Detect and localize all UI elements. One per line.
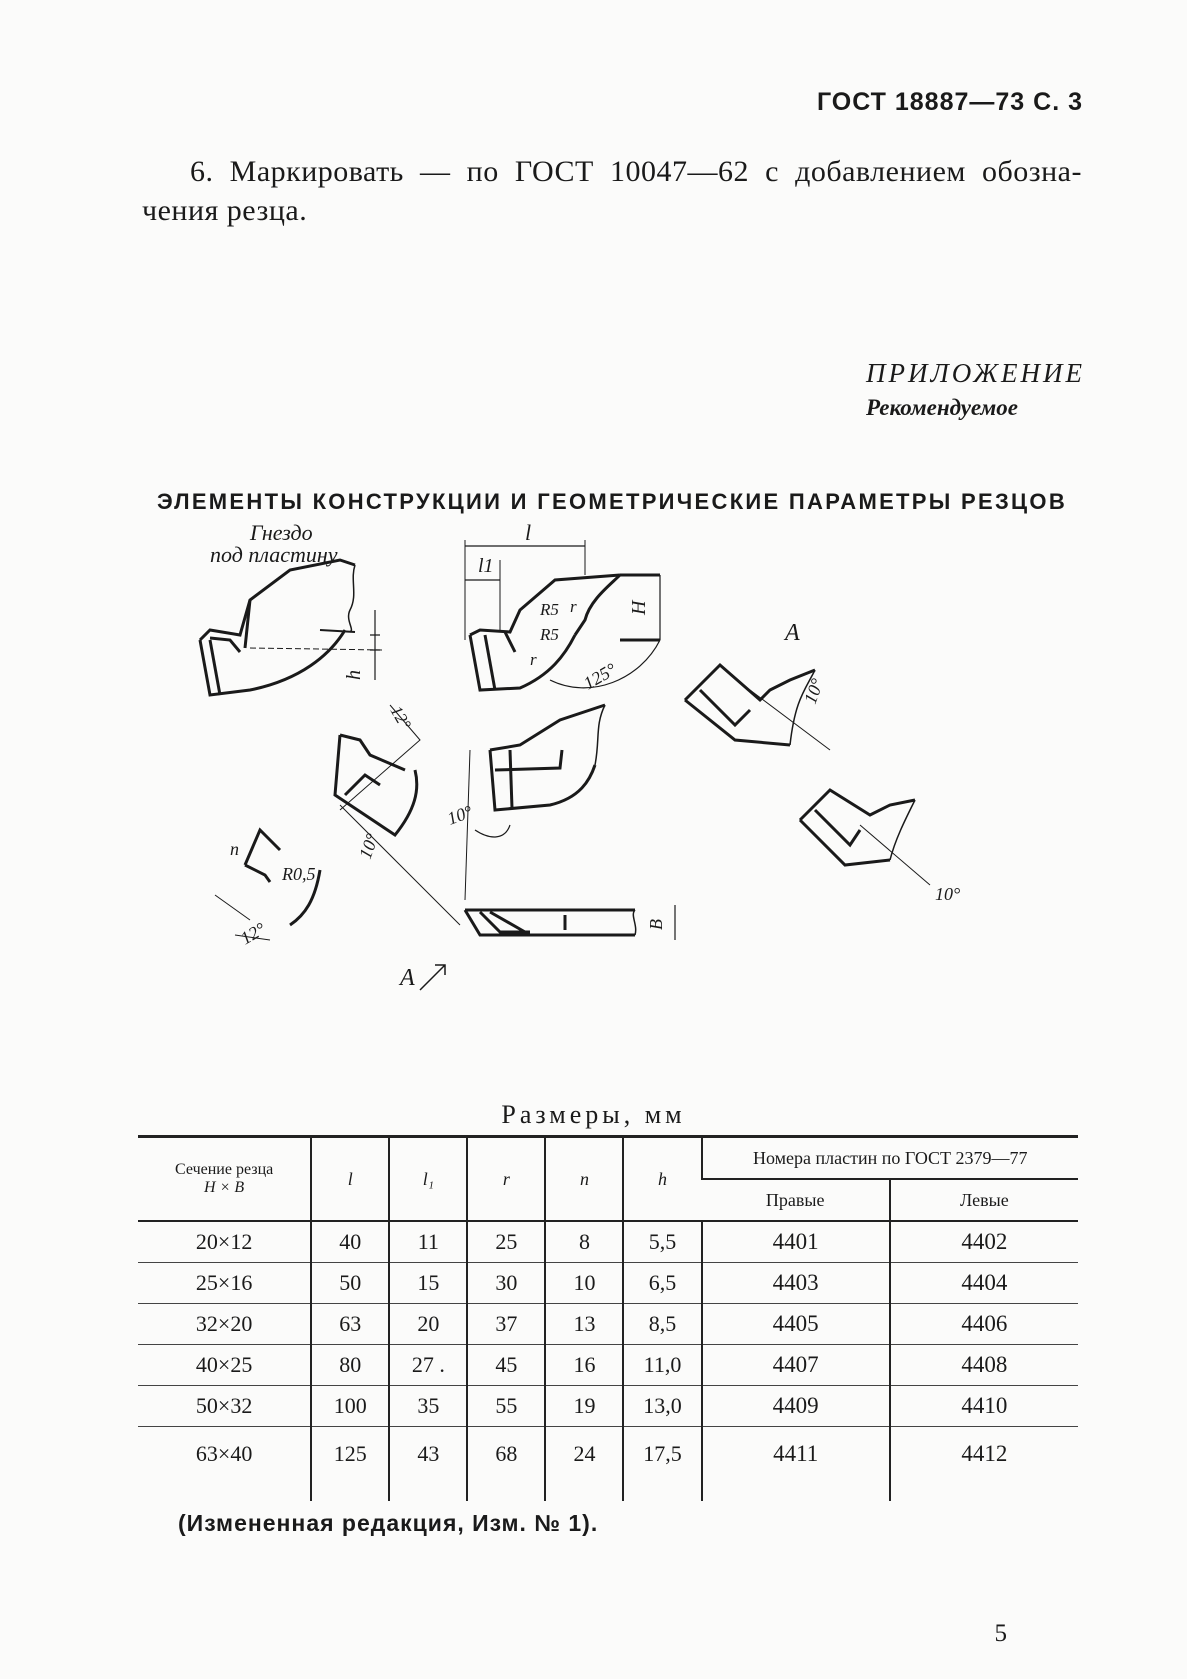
label-H: H bbox=[628, 600, 650, 615]
label-angle-10-c: 10° bbox=[444, 801, 476, 829]
label-r-b: r bbox=[530, 650, 537, 669]
label-n: n bbox=[230, 839, 239, 859]
label-l: l bbox=[525, 520, 532, 545]
cell-l: 50 bbox=[311, 1263, 389, 1304]
table-caption: Размеры, мм bbox=[501, 1100, 686, 1129]
amendment-footnote: (Измененная редакция, Изм. № 1). bbox=[178, 1510, 599, 1536]
cell-h: 13,0 bbox=[623, 1386, 701, 1427]
label-view-A-arrow: A bbox=[400, 965, 415, 991]
cell-r: 68 bbox=[467, 1427, 545, 1502]
label-angle-10-b: 10° bbox=[935, 884, 961, 904]
document-header: ГОСТ 18887—73 С. 3 bbox=[816, 88, 1083, 116]
cell-r: 25 bbox=[467, 1221, 545, 1263]
cell-l1: 20 bbox=[389, 1304, 467, 1345]
appendix-heading bbox=[866, 358, 1085, 421]
figure-view-a-lower bbox=[800, 790, 930, 885]
cell-right: 4405 bbox=[702, 1304, 890, 1345]
cell-l1: 11 bbox=[389, 1221, 467, 1263]
label-r-a: r bbox=[570, 597, 577, 616]
cell-left: 4404 bbox=[890, 1263, 1078, 1304]
table-row bbox=[138, 1304, 1078, 1345]
header-l1: l₁ bbox=[389, 1137, 467, 1222]
cell-r: 37 bbox=[467, 1304, 545, 1345]
cell-left: 4402 bbox=[890, 1221, 1078, 1263]
label-angle-10-d: 10° bbox=[354, 830, 383, 862]
cell-n: 16 bbox=[545, 1345, 623, 1386]
cell-h: 6,5 bbox=[623, 1263, 701, 1304]
cell-n: 8 bbox=[545, 1221, 623, 1263]
header-l: l bbox=[311, 1137, 389, 1222]
figure-side-view bbox=[335, 702, 460, 925]
table-row bbox=[138, 1345, 1078, 1386]
cell-right: 4403 bbox=[702, 1263, 890, 1304]
label-angle-12-b: 12° bbox=[237, 918, 269, 949]
page-number: 5 bbox=[994, 1620, 1007, 1647]
cell-l: 125 bbox=[311, 1427, 389, 1502]
label-B: B bbox=[646, 919, 666, 930]
cell-section: 63×40 bbox=[195, 1441, 253, 1466]
cell-h: 11,0 bbox=[623, 1345, 701, 1386]
header-plates: Номера пластин по ГОСТ 2379—77 bbox=[702, 1137, 1078, 1180]
header-left: Левые bbox=[890, 1179, 1078, 1221]
cell-r: 55 bbox=[467, 1386, 545, 1427]
table-row bbox=[138, 1263, 1078, 1304]
cell-left: 4410 bbox=[890, 1386, 1078, 1427]
cell-section: 25×16 bbox=[138, 1263, 311, 1304]
cell-section: 32×20 bbox=[138, 1304, 311, 1345]
cell-l1: 35 bbox=[389, 1386, 467, 1427]
label-angle-10-a: 10° bbox=[799, 675, 828, 707]
label-r05: R0,5 bbox=[282, 864, 316, 884]
header-right: Правые bbox=[702, 1179, 890, 1221]
table-row bbox=[138, 1427, 1078, 1502]
cell-section: 20×12 bbox=[138, 1221, 311, 1263]
cell-n: 13 bbox=[545, 1304, 623, 1345]
cell-h: 8,5 bbox=[623, 1304, 701, 1345]
cell-n: 10 bbox=[545, 1263, 623, 1304]
cell-r: 30 bbox=[467, 1263, 545, 1304]
table-row bbox=[138, 1386, 1078, 1427]
table-row bbox=[138, 1221, 1078, 1263]
marking-paragraph bbox=[142, 152, 1082, 230]
label-r5-a: R5 bbox=[540, 600, 559, 619]
label-socket-line-2: под пластину bbox=[210, 542, 338, 567]
label-socket-line-1: Гнездо bbox=[250, 520, 313, 545]
label-h: h bbox=[343, 670, 365, 680]
header-r: r bbox=[467, 1137, 545, 1222]
cell-l: 80 bbox=[311, 1345, 389, 1386]
label-l1: l1 bbox=[478, 555, 494, 577]
cutter-technical-drawing bbox=[190, 520, 1010, 1040]
header-section-line-1: Сечение резца bbox=[175, 1161, 274, 1178]
cell-right: 4411 bbox=[702, 1427, 890, 1502]
section-title: ЭЛЕМЕНТЫ КОНСТРУКЦИИ И ГЕОМЕТРИЧЕСКИЕ ПАРАМЕТРЫ РЕЗЦОВ bbox=[156, 489, 1068, 514]
cell-right: 4409 bbox=[702, 1386, 890, 1427]
figure-front-view bbox=[465, 705, 605, 900]
cell-h: 5,5 bbox=[623, 1221, 701, 1263]
label-angle-125: 125° bbox=[580, 659, 620, 694]
view-a-arrow-icon bbox=[420, 965, 445, 990]
label-view-A: A bbox=[785, 620, 800, 646]
appendix-title: ПРИЛОЖЕНИЕ bbox=[866, 358, 1085, 388]
dimensions-table bbox=[138, 1135, 1078, 1501]
header-section-line-2: H × B bbox=[204, 1179, 245, 1196]
cell-l1: 15 bbox=[389, 1263, 467, 1304]
cell-left: 4412 bbox=[890, 1427, 1078, 1502]
header-n: n bbox=[545, 1137, 623, 1222]
cell-n: 19 bbox=[545, 1386, 623, 1427]
cell-l: 40 bbox=[311, 1221, 389, 1263]
cell-n: 24 bbox=[545, 1427, 623, 1502]
cell-r: 45 bbox=[467, 1345, 545, 1386]
cell-left: 4408 bbox=[890, 1345, 1078, 1386]
header-section bbox=[138, 1137, 311, 1222]
label-angle-12-a: 12° bbox=[386, 702, 415, 733]
cell-section: 40×25 bbox=[138, 1345, 311, 1386]
figure-bottom-view bbox=[465, 905, 675, 940]
paragraph-line-1: 6. Маркировать — по ГОСТ 10047—62 с добавлением обозна- bbox=[190, 155, 1082, 188]
cell-l: 63 bbox=[311, 1304, 389, 1345]
label-r5-b: R5 bbox=[540, 625, 559, 644]
cell-section: 50×32 bbox=[138, 1386, 311, 1427]
cell-left: 4406 bbox=[890, 1304, 1078, 1345]
cell-l: 100 bbox=[311, 1386, 389, 1427]
cell-right: 4401 bbox=[702, 1221, 890, 1263]
cell-h: 17,5 bbox=[623, 1427, 701, 1502]
cell-l1: 27 . bbox=[389, 1345, 467, 1386]
paragraph-line-2: чения резца. bbox=[142, 194, 308, 227]
appendix-subtitle: Рекомендуемое bbox=[866, 395, 1019, 420]
cell-right: 4407 bbox=[702, 1345, 890, 1386]
cell-l1: 43 bbox=[389, 1427, 467, 1502]
header-h: h bbox=[623, 1137, 701, 1222]
